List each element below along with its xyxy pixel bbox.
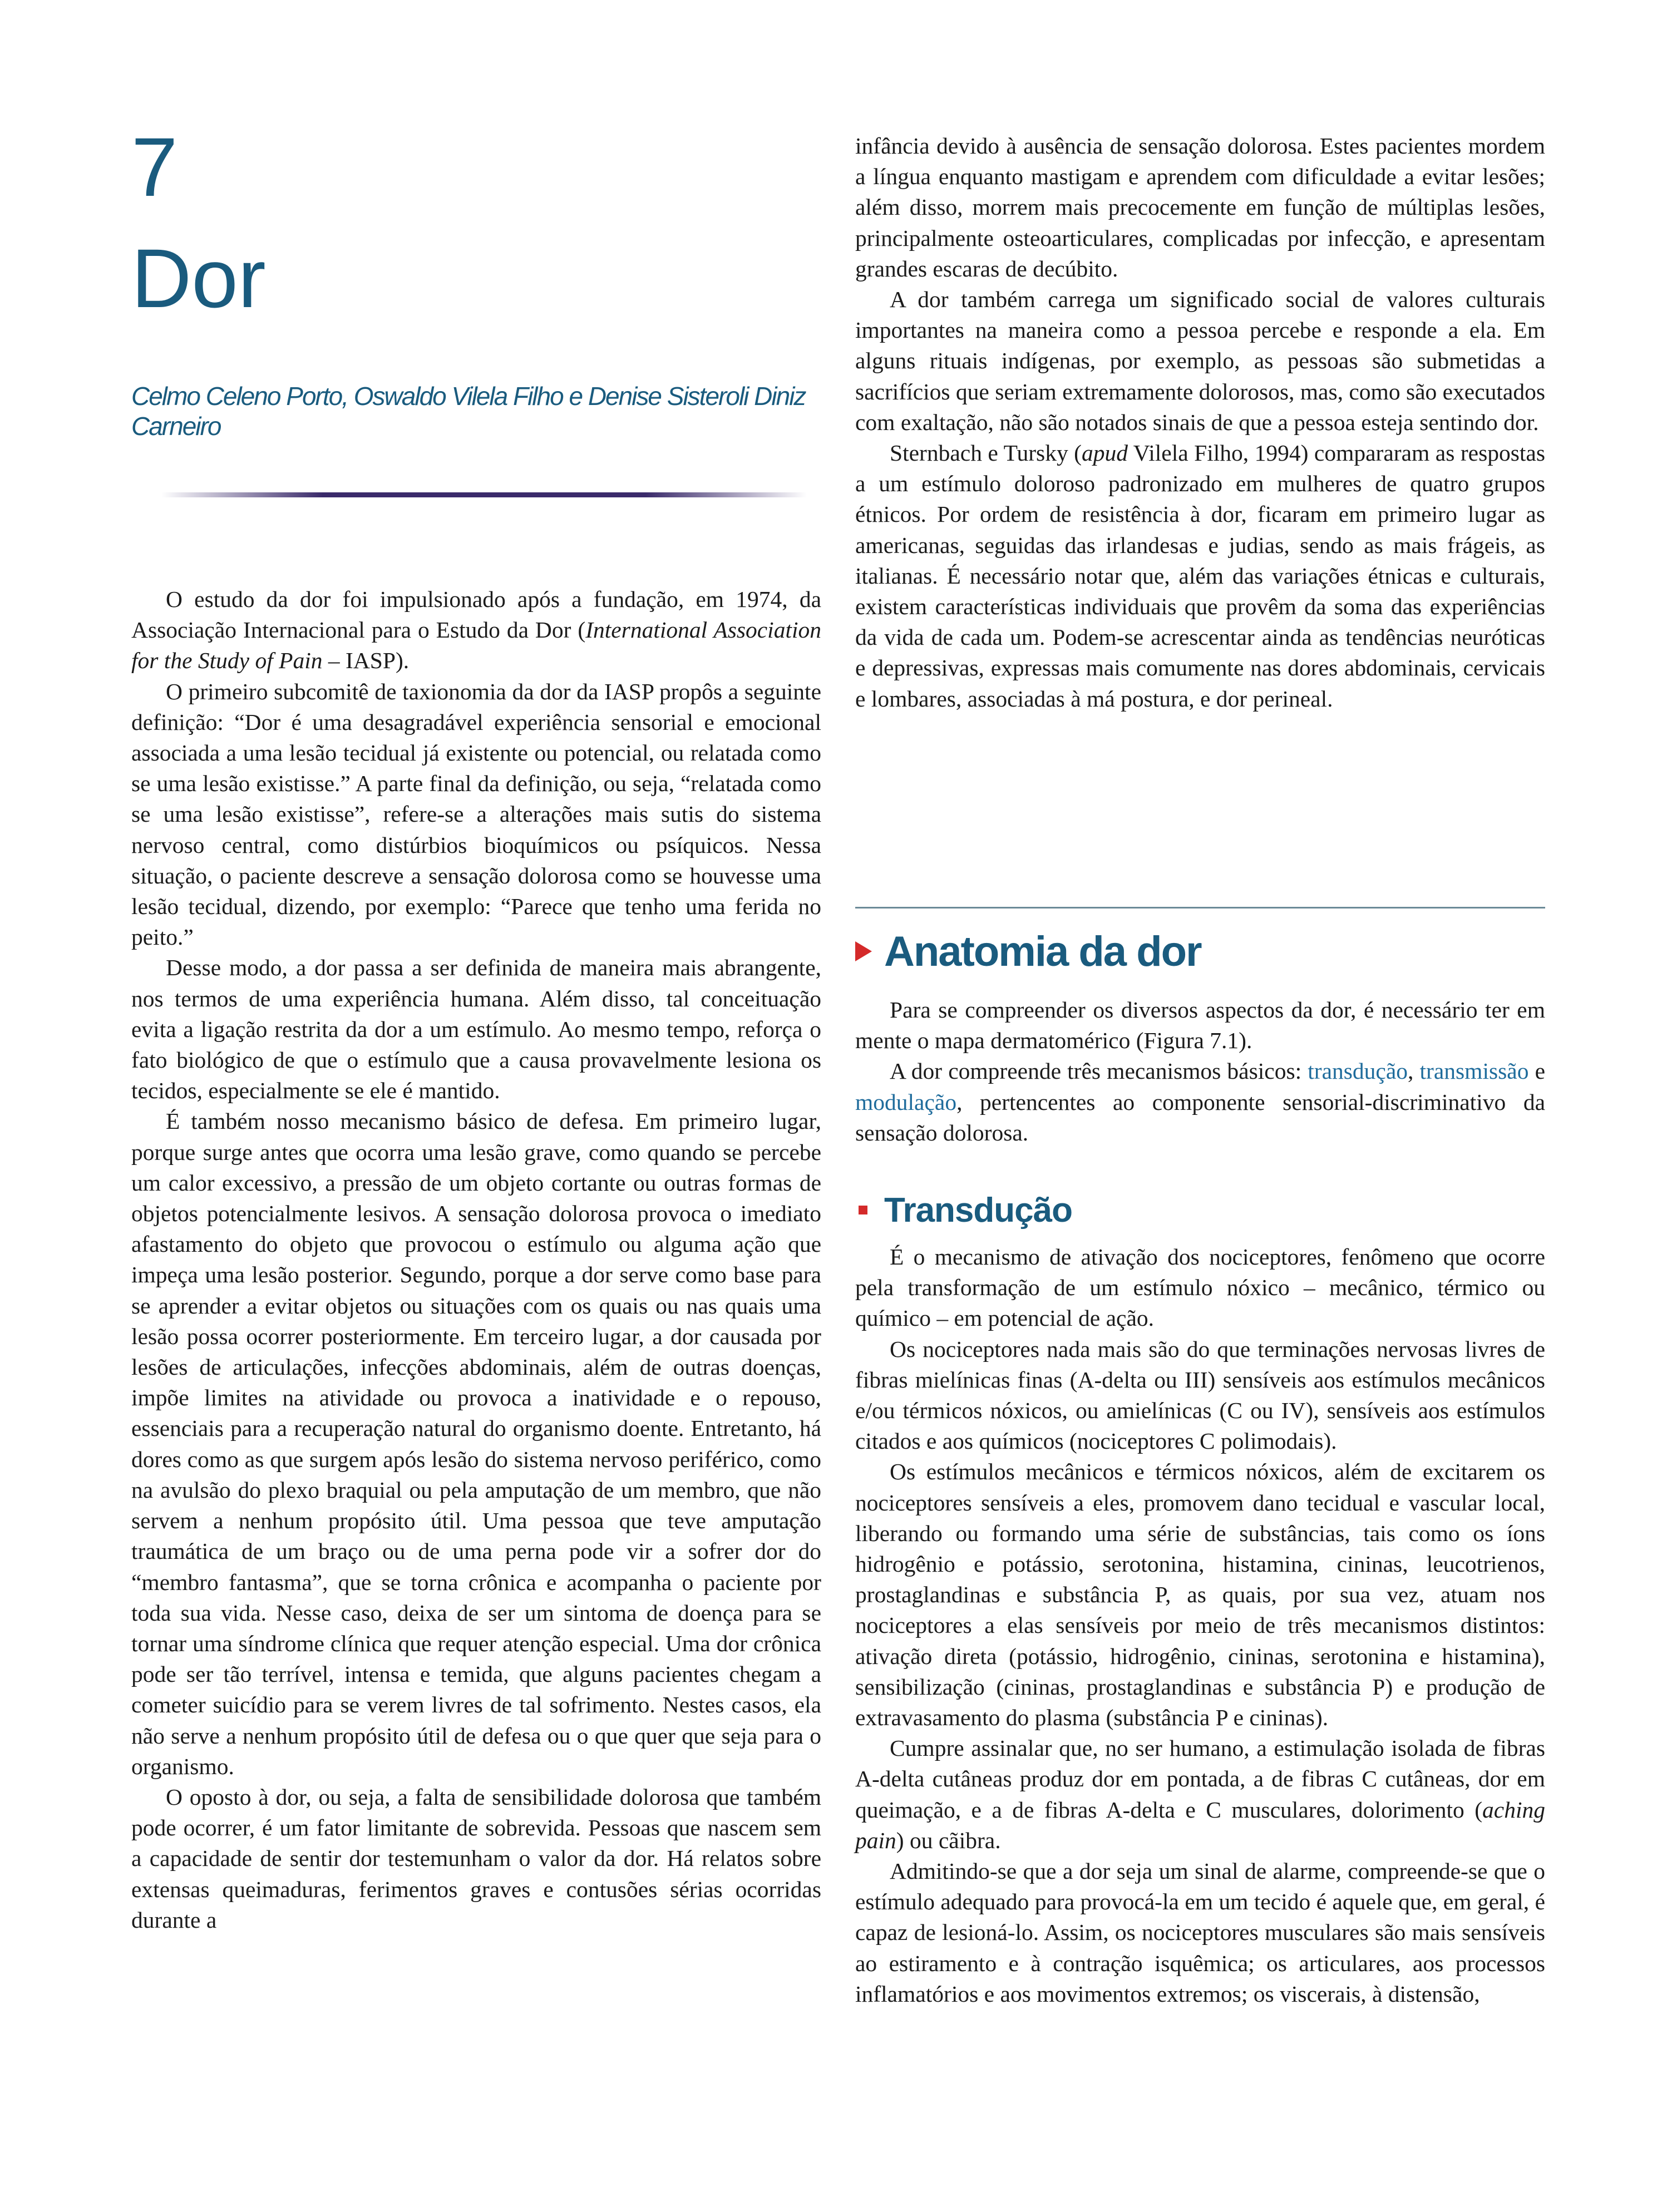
paragraph: infância devido à ausência de sensação dolorosa. Estes pacientes mordem a língua enquanto mastigam e aprendem com dificuldade a evitar lesões; além disso, morrem mais precocemente em função de múltiplas lesões, principalmente osteoarticulares, complicadas por infecção, e apresentam grandes escaras de decúbito. [855, 133, 1545, 282]
italic-text: International Association for the Study of Pain [131, 617, 822, 674]
paragraph: Admitindo-se que a dor seja um sinal de alarme, compreende-se que o estímulo adequado para provocá-la em um tecido é aquele que, em geral, é capaz de lesioná-lo. Assim, os nociceptores musculares são mais sensíveis ao estiramento e à contração isquêmica; os articulares, aos processos inflamatórios e aos movimentos extremos; os viscerais, à distensão, [855, 1858, 1545, 2007]
text-span: , pertencentes ao componente sensorial-discriminativo da sensação dolorosa. [855, 1089, 1545, 1146]
title-divider [161, 492, 807, 497]
paragraph: É o mecanismo de ativação dos nociceptores, fenômeno que ocorre pela transformação de um estímulo nóxico – mecânico, térmico ou químico – em potencial de ação. [855, 1244, 1545, 1331]
paragraph: É também nosso mecanismo básico de defesa. Em primeiro lugar, porque surge antes que ocorra uma lesão grave, como quando se percebe um calor excessivo, a pressão de um objeto cortante ou outras formas de objetos potencialmente lesivos. A sensação dolorosa provoca o imediato afastamento do objeto que provocou o estímulo ou alguma ação que impeça uma lesão posterior. Segundo, porque a dor serve como base para se aprender a evitar objetos ou situações com os quais ou nas quais uma lesão possa ocorrer posteriormente. Em terceiro lugar, a dor causada por lesões de articulações, infecções abdominais, além de outras doenças, impõe limites na atividade ou provoca a inatividade e o repouso, essenciais para a recuperação natural do organismo doente. Entretanto, há dores como as que surgem após lesão do sistema nervoso periférico, como na avulsão do plexo braquial ou pela amputação de um membro, que não servem a nenhum propósito útil. Uma pessoa que teve amputação traumática de um braço ou de uma perna pode vir a sofrer dor do “membro fantasma”, que se torna crônica e acompanha o paciente por toda sua vida. Nesse caso, deixa de ser um sintoma de doença para se tornar uma síndrome clínica que requer atenção especial. Uma dor crônica pode ser tão terrível, intensa e temida, que alguns pacientes chegam a cometer suicídio para se verem livres de tal sofrimento. Nestes casos, ela não serve a nenhum propósito útil de defesa ou o que quer que seja para o organismo. [131, 1108, 821, 1779]
italic-text: apud [1082, 440, 1128, 466]
text-span: ) ou cãibra. [896, 1827, 1001, 1853]
section-title: Anatomia da dor [884, 927, 1201, 975]
text-span: – IASP). [322, 648, 410, 674]
right-column-top [855, 131, 1545, 714]
subsection-heading [855, 1185, 1545, 1235]
text-span: O estudo da dor foi impulsionado após a fundação, em 1974, da Associação Internacional para o Estudo da Dor ( [131, 586, 821, 643]
square-bullet-icon [859, 1206, 867, 1214]
text-span: Cumpre assinalar que, no ser humano, a estimulação isolada de fibras A-delta cutâneas produz dor em pontada, a de fibras C cutâneas, dor em queimação, e a de fibras A-delta e C musculares, dolorimento ( [855, 1735, 1545, 1823]
paragraph: A dor também carrega um significado social de valores culturais importantes na maneira como a pessoa percebe e responde a ela. Em alguns rituais indígenas, por exemplo, as pessoas são submetidas a sacrifícios que seriam extremamente dolorosos, mas, como são executados com exaltação, não são notados sinais de que a pessoa esteja sentindo dor. [855, 287, 1545, 435]
section-rule [855, 907, 1545, 909]
text-span: A dor compreende três mecanismos básicos: [890, 1058, 1308, 1084]
paragraph: O oposto à dor, ou seja, a falta de sensibilidade dolorosa que também pode ocorrer, é um fator limitante de sobrevida. Pessoas que nascem sem a capacidade de sentir dor testemunham o valor da dor. Há relatos sobre extensas queimaduras, ferimentos graves e contusões sérias ocorridas durante a [131, 1784, 821, 1933]
chapter-title: Dor [131, 231, 266, 325]
paragraph: O primeiro subcomitê de taxionomia da dor da IASP propôs a seguinte definição: “Dor é uma desagradável experiência sensorial e emocional associada a uma lesão tecidual já existente ou potencial, ou relatada como se uma lesão existisse.” A parte final da definição, ou seja, “relatada como se uma lesão existisse”, refere-se a alterações mais sutis do sistema nervoso central, como distúrbios bioquímicos ou psíquicos. Nessa situação, o paciente descreve a sensação dolorosa como se houvesse uma lesão tecidual, dizendo, por exemplo: “Parece que tenho uma ferida no peito.” [131, 678, 821, 950]
section-heading [855, 924, 1545, 979]
chapter-authors: Celmo Celeno Porto, Oswaldo Vilela Filho e Denise Sisteroli Diniz Carneiro [131, 382, 806, 441]
text-span: Vilela Filho, 1994) compararam as respostas a um estímulo doloroso padronizado em mulheres de quatro grupos étnicos. Por ordem de resistência à dor, ficaram em primeiro lugar as americanas, seguidas das irlandesas e judias, sendo as mais frágeis, as italianas. É necessário notar que, além das variações étnicas e culturais, existem características individuais que provêm da soma das experiências da vida de cada um. Podem-se acrescentar ainda as tendências neuróticas e depressivas, expressas mais comumente nas dores abdominais, cervicais e lombares, associadas à má postura, e dor perineal. [855, 440, 1545, 712]
paragraph: Para se compreender os diversos aspectos da dor, é necessário ter em mente o mapa dermatomérico (Figura 7.1). [855, 997, 1545, 1054]
paragraph [131, 584, 821, 677]
paragraph: Os nociceptores nada mais são do que terminações nervosas livres de fibras mielínicas finas (A-delta ou III) sensíveis aos estímulos mecânicos e/ou térmicos nóxicos, ou amielínicas (C ou IV), sensíveis aos estímulos citados e aos químicos (nociceptores C polimodais). [855, 1336, 1545, 1454]
right-column-section [855, 995, 1545, 1148]
italic-text: aching pain [855, 1796, 1545, 1853]
triangle-bullet-icon [855, 941, 872, 961]
term-transducao: transdução [1308, 1058, 1408, 1084]
paragraph: Desse modo, a dor passa a ser definida de maneira mais abrangente, nos termos de uma experiência humana. Além disso, tal conceituação evita a ligação restrita da dor a um estímulo. Ao mesmo tempo, reforça o fato biológico de que o estímulo que a causa provavelmente lesiona os tecidos, especialmente se ele é mantido. [131, 955, 821, 1104]
paragraph: Os estímulos mecânicos e térmicos nóxicos, além de excitarem os nociceptores sensíveis a eles, promovem dano tecidual e vascular local, liberando ou formando uma série de substâncias, tais como os íons hidrogênio e potássio, serotonina, histamina, cininas, leucotrienos, prostaglandinas e substância P, as quais, por sua vez, atuam nos nociceptores a elas sensíveis por meio de três mecanismos distintos: ativação direta (potássio, hidrogênio, cininas, serotonina e histamina), sensibilização (cininas, prostaglandinas e substância P) e produção de extravasamento do plasma (substância P e cininas). [855, 1459, 1545, 1731]
paragraph [855, 1733, 1545, 1856]
chapter-number: 7 [131, 120, 178, 214]
term-transmissao: transmissão [1419, 1058, 1529, 1084]
text-span: , [1408, 1058, 1420, 1084]
paragraph [855, 438, 1545, 714]
right-column-subsection [855, 1242, 1545, 2009]
left-column [131, 584, 821, 1936]
text-span: e [1528, 1058, 1546, 1084]
paragraph [855, 1056, 1545, 1148]
term-modulacao: modulação [855, 1089, 957, 1115]
subsection-title: Transdução [884, 1191, 1072, 1230]
text-span: Sternbach e Tursky ( [890, 440, 1082, 466]
